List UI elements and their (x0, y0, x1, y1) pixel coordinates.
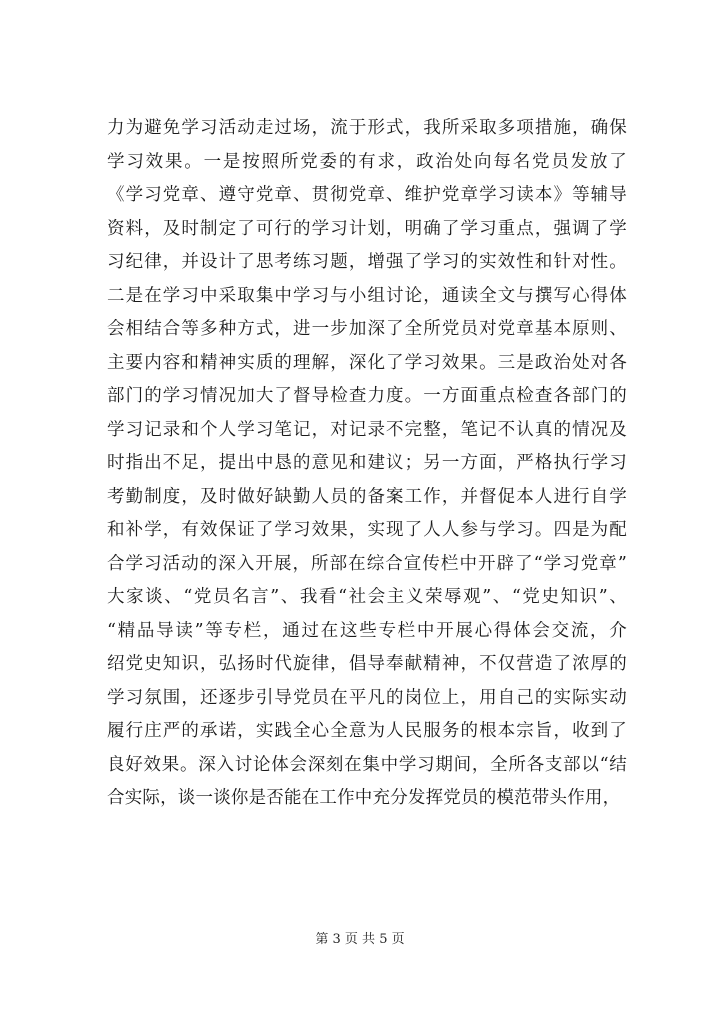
text-line: 合实际，谈一谈你是否能在工作中充分发挥党员的模范带头作用， (107, 788, 621, 808)
text-line: 履行庄严的承诺，实践全心全意为人民服务的根本宗旨，收到了 (107, 721, 627, 741)
text-line: 大家谈、“党员名言”、我看“社会主义荣辱观”、“党史知识”、 (107, 587, 627, 607)
text-line: 考勤制度，及时做好缺勤人员的备案工作，并督促本人进行自学 (107, 486, 627, 507)
text-line: 学习氛围，还逐步引导党员在平凡的岗位上，用自己的实际实动 (107, 687, 627, 708)
text-line: 主要内容和精神实质的理解，深化了学习效果。三是政治处对各 (107, 352, 627, 373)
text-line: 和补学，有效保证了学习效果，实现了人人参与学习。四是为配 (107, 520, 627, 540)
text-line: 力为避免学习活动走过场，流于形式，我所采取多项措施，确保 (107, 118, 627, 138)
text-line: 《学习党章、遵守党章、贯彻党章、维护党章学习读本》等辅导 (107, 185, 627, 205)
text-line: 绍党史知识，弘扬时代旋律，倡导奉献精神，不仅营造了浓厚的 (107, 654, 627, 674)
text-line: 学习记录和个人学习笔记，对记录不完整，笔记不认真的情况及 (107, 419, 627, 440)
text-line: “精品导读”等专栏，通过在这些专栏中开展心得体会交流，介 (107, 620, 627, 641)
page-number-footer: 第 3 页 共 5 页 (315, 932, 405, 947)
body-text (107, 112, 627, 816)
text-line: 时指出不足，提出中恳的意见和建议；另一方面，严格执行学习 (107, 453, 627, 473)
text-line: 二是在学习中采取集中学习与小组讨论，通读全文与撰写心得体 (107, 285, 627, 306)
text-line: 合学习活动的深入开展，所部在综合宣传栏中开辟了“学习党章” (107, 553, 627, 574)
text-line: 会相结合等多种方式，进一步加深了全所党员对党章基本原则、 (107, 319, 627, 339)
text-line: 资料，及时制定了可行的学习计划，明确了学习重点，强调了学 (107, 218, 627, 239)
text-line: 习纪律，并设计了思考练习题，增强了学习的实效性和针对性。 (107, 252, 627, 272)
text-line: 部门的学习情况加大了督导检查力度。一方面重点检查各部门的 (107, 386, 627, 406)
text-line: 学习效果。一是按照所党委的有求，政治处向每名党员发放了 (107, 151, 627, 172)
text-line: 良好效果。深入讨论体会深刻在集中学习期间，全所各支部以“结 (107, 754, 627, 775)
